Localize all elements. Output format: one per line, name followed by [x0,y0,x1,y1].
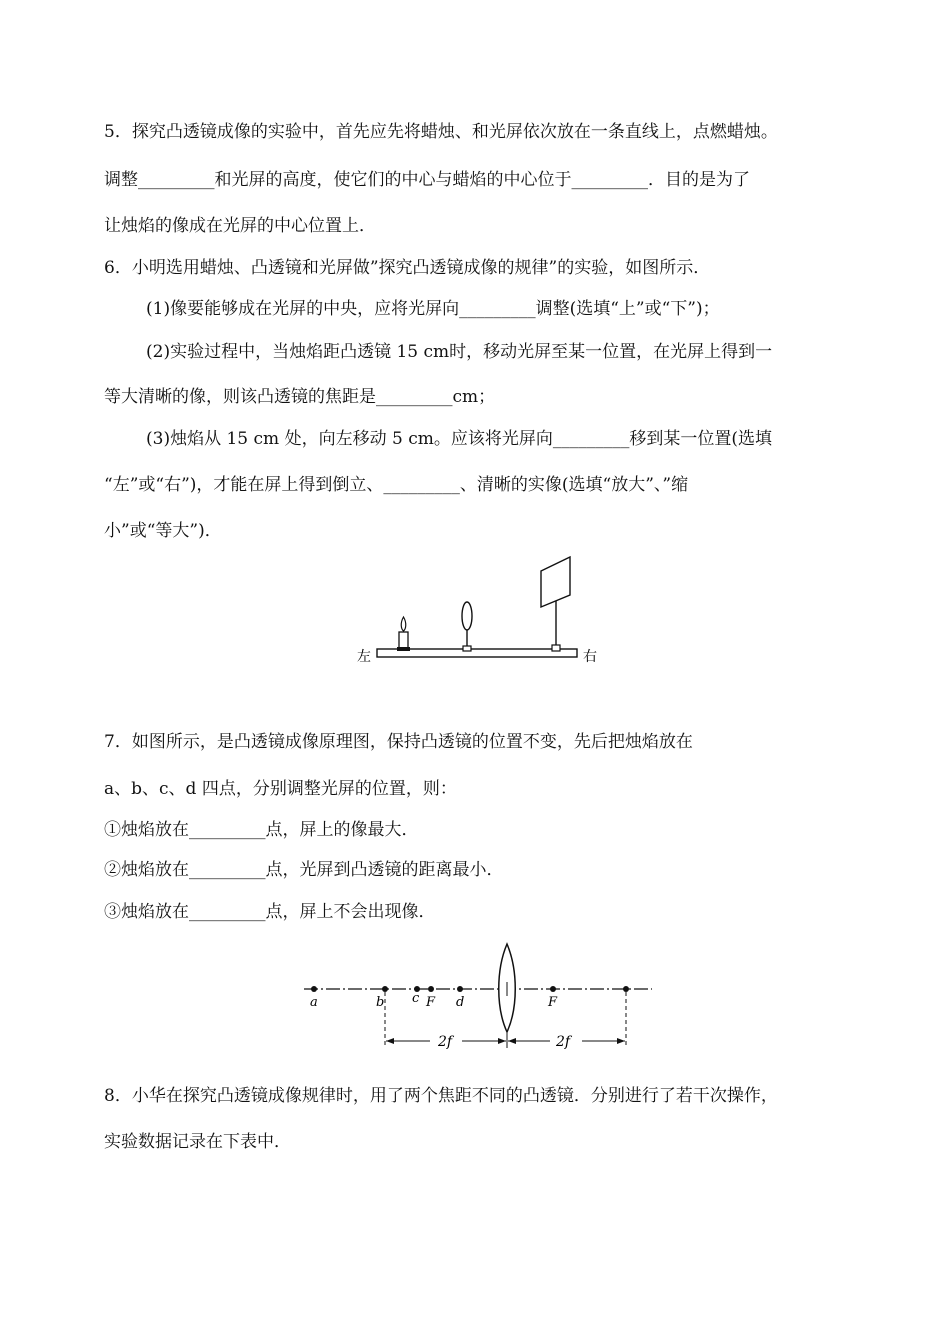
q7-line-2: a、b、c、d 四点，分别调整光屏的位置，则： [104,779,457,799]
q5-line-1: 5．探究凸透镜成像的实验中，首先应先将蜡烛、和光屏依次放在一条直线上，点燃蜡烛。 [104,122,778,142]
point-d-dot [457,986,463,992]
q8-line-2: 实验数据记录在下表中． [104,1132,291,1152]
q5-line-2: 调整_________和光屏的高度，使它们的中心与蜡焰的中心位于_________．目的是为了 [104,170,750,190]
dim-label-left: 2f [438,1034,453,1050]
point-b-dot [382,986,388,992]
lens-diagram-figure [300,940,660,1055]
focal-point-right-dot [550,986,556,992]
q6-line-5: (3)烛焰从 15 cm 处，向左移动 5 cm。应该将光屏向_________移到某一位置(选填 [146,429,772,449]
label-b: b [376,995,385,1010]
light-screen-icon [541,557,570,651]
convex-lens-icon [462,602,472,651]
q7-line-1: 7．如图所示，是凸透镜成像原理图，保持凸透镜的位置不变，先后把烛焰放在 [104,732,693,752]
label-a: a [310,995,318,1010]
focal-point-left-dot [428,986,434,992]
point-2f-right-dot [623,986,629,992]
left-label: 左 [357,649,371,665]
q7-item-2: ②烛焰放在_________点，光屏到凸透镜的距离最小． [104,860,504,880]
label-f-left: F [426,995,436,1010]
q7-item-1: ①烛焰放在_________点，屏上的像最大． [104,820,419,840]
candle-icon [397,617,410,651]
q5-line-3: 让烛焰的像成在光屏的中心位置上． [104,216,376,236]
q7-item-3: ③烛焰放在_________点，屏上不会出现像． [104,902,436,922]
label-f-right: F [548,995,558,1010]
q6-line-2: (1)像要能够成在光屏的中央，应将光屏向_________调整(选填“上”或“下”)； [146,299,720,319]
q6-line-3: (2)实验过程中，当烛焰距凸透镜 15 cm时，移动光屏至某一位置，在光屏上得到一 [146,342,773,362]
right-label: 右 [583,649,597,665]
q8-line-1: 8．小华在探究凸透镜成像规律时，用了两个焦距不同的凸透镜．分别进行了若干次操作， [104,1086,778,1106]
optical-bench-figure [355,555,605,675]
q6-line-1: 6．小明选用蜡烛、凸透镜和光屏做”探究凸透镜成像的规律”的实验，如图所示． [104,258,711,278]
q6-line-7: 小”或“等大”)． [104,521,222,541]
point-a-dot [311,986,317,992]
label-c: c [412,991,420,1006]
q6-line-4: 等大清晰的像，则该凸透镜的焦距是_________cm； [104,387,496,407]
label-d: d [456,995,465,1010]
q6-line-6: “左”或“右”)，才能在屏上得到倒立、_________、清晰的实像(选填“放大”、”缩 [104,475,689,495]
dim-label-right: 2f [556,1034,571,1050]
